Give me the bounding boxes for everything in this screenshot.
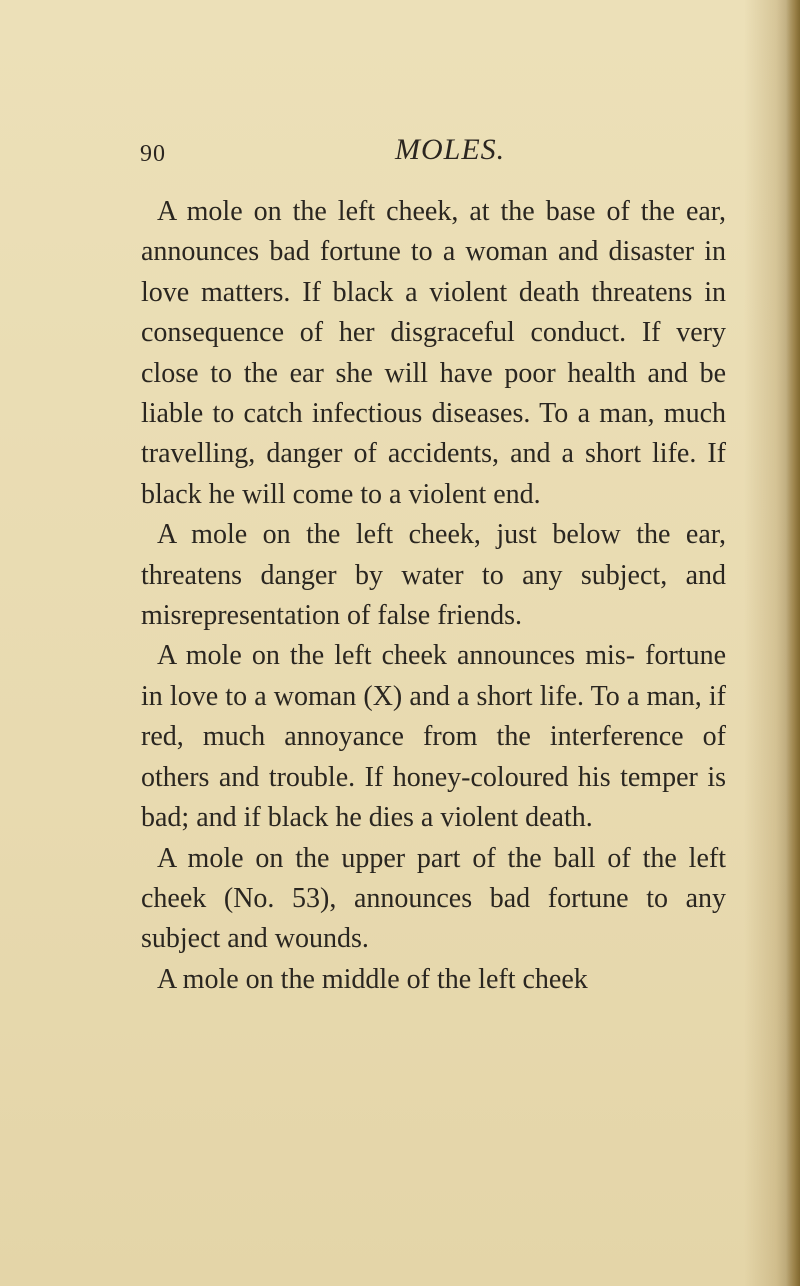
paragraph: A mole on the left cheek announces mis- fortune in love to a woman (X) and a short life. To a man, if red, much annoyance from the interference of others and trouble. If honey-coloured his temper is bad; and if black he dies a violent death.	[141, 640, 726, 834]
body-text	[141, 192, 726, 1000]
page-number: 90	[140, 141, 166, 167]
page-edge-shadow	[786, 0, 800, 1286]
page-header	[140, 133, 720, 173]
paragraph: A mole on the left cheek, just below the ear, threatens danger by water to any subject, and misrepresentation of false friends.	[141, 519, 726, 632]
paragraph: A mole on the left cheek, at the base of the ear, announces bad fortune to a woman and disaster in love matters. If black a violent death threatens in consequence of her disgraceful conduct. If very close to the ear she will have poor health and be liable to catch infectious diseases. To a man, much travelling, danger of accidents, and a short life. If black he will come to a violent end.	[141, 196, 726, 510]
paragraph: A mole on the middle of the left cheek	[157, 963, 588, 995]
paragraph: A mole on the upper part of the ball of the left cheek (No. 53), announces bad fortune to any subject and wounds.	[141, 842, 726, 955]
running-title: MOLES.	[395, 133, 506, 166]
